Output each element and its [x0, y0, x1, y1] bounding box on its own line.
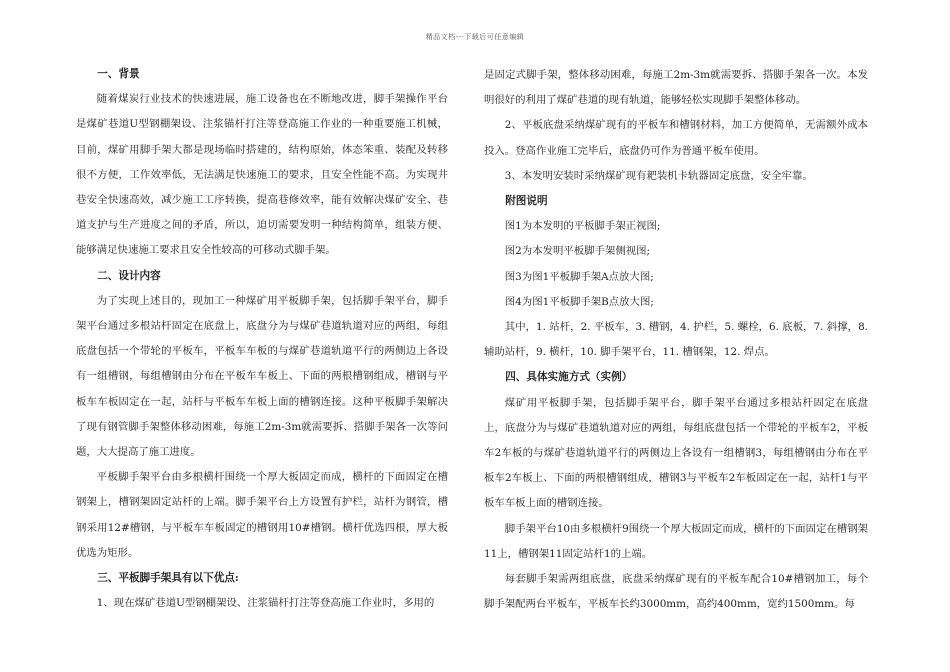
embodiment-paragraph-2: 脚手架平台10由多根横杆9围绕一个厚大板固定而成，横杆的下面固定在槽钢架11上，槽钢架11固定站杆1的上端。 — [484, 522, 868, 560]
advantage-paragraph-3: 3、本发明安装时采纳煤矿现有耙装机卡轨器固定底盘，安全牢靠。 — [504, 169, 813, 182]
section-heading-figures: 附图说明 — [505, 195, 548, 208]
page-header: 精品文档---下载后可任意编辑 — [425, 33, 525, 41]
background-paragraph: 随着煤炭行业技术的快速进展，施工设备也在不断地改进，脚手架操作平台是煤矿巷道U型钢棚架设、注浆锚杆打注等登高施工作业的一种重要施工机械，目前，煤矿用脚手架大都是现场临时搭建的，结构原始，体态笨重、装配及转移很不方便，工作效率低，无法满足快速施工的要求，且安全性能不高。为实现井巷安全快速高效，减少施工工序转换，提高巷修效率，能有效解决煤矿安全、巷道支护与生产进度之间的矛盾，所以，迫切需要发明一种结构简单，组装方便、能够满足快速施工要求且安全性较高的可移动式脚手架。 — [76, 93, 448, 257]
section-heading-advantages: 三、平板脚手架具有以下优点: — [97, 572, 239, 585]
design-paragraph-1: 为了实现上述目的，现加工一种煤矿用平板脚手架，包括脚手架平台，脚手架平台通过多根站杆固定在底盘上，底盘分为与煤矿巷道轨道对应的两组，每组底盘包括一个带轮的平板车，平板车车板的与煤矿巷道轨道平行的两侧边上各设有一组槽钢，每组槽钢由分布在平板车车板上、下面的两根槽钢组成，槽钢与平板车车板固定在一起，站杆与平板车车板上面的槽钢连接。这种平板脚手架解决了现有钢管脚手架整体移动困难，每施工2m-3m就需要拆、搭脚手架各一次等问题，大大提高了施工进度。 — [76, 294, 448, 459]
embodiment-paragraph-3: 每套脚手架需两组底盘，底盘采纳煤矿现有的平板车配合10#槽钢加工，每个脚手架配两台平板车，平板车长约3000mm，高约400mm，宽约1500mm。每 — [484, 573, 868, 611]
figure-caption-4: 图4为图1平板脚手架B点放大图; — [504, 295, 654, 308]
advantage-paragraph-2: 2、平板底盘采纳煤矿现有的平板车和槽钢材料，加工方便简单，无需额外成本投入。登高作业施工完毕后，底盘仍可作为普通平板车使用。 — [484, 119, 868, 157]
design-paragraph-2: 平板脚手架平台由多根横杆围绕一个厚大板固定而成，横杆的下面固定在槽钢架上，槽钢架固定站杆的上端。脚手架平台上方设置有护栏，站杆为钢管，槽钢采用12#槽钢，与平板车车板固定的槽钢用10#槽钢。横杆优选四根，厚大板优选为矩形。 — [76, 471, 448, 559]
figure-caption-1: 图1为本发明的平板脚手架正视图; — [504, 220, 661, 233]
figure-caption-2: 图2为本发明平板脚手架侧视图; — [504, 245, 650, 258]
section-heading-design: 二、设计内容 — [97, 269, 161, 282]
left-column — [76, 62, 448, 616]
advantage-paragraph-1-continued: 是固定式脚手架，整体移动困难，每施工2m-3m就需要拆、搭脚手架各一次。本发明很好的利用了煤矿巷道的现有轨道，能够轻松实现脚手架整体移动。 — [484, 69, 868, 107]
parts-list: 其中，1. 站杆，2. 平板车，3. 槽钢，4. 护栏，5. 螺栓，6. 底板，7. 斜撑，8. 辅助站杆，9. 横杆，10. 脚手架平台，11. 槽钢架，12. 焊点。 — [484, 321, 868, 359]
section-heading-background: 一、背景 — [97, 68, 140, 80]
advantage-paragraph-1: 1、现在煤矿巷道U型钢棚架设、注浆锚杆打注等登高施工作业时，多用的 — [96, 597, 435, 610]
right-column — [484, 63, 868, 617]
embodiment-paragraph-1: 煤矿用平板脚手架，包括脚手架平台，脚手架平台通过多根站杆固定在底盘上，底盘分为与煤矿巷道轨道对应的两组，每组底盘包括一个带轮的平板车2，平板车2车板的与煤矿巷道轨道平行的两侧边上各设有一组槽钢3，每组槽钢由分布在平板车2车板上、下面的两根槽钢组成，槽钢3与平板车2车板固定在一起，站杆1与平板车车板上面的槽钢连接。 — [484, 396, 868, 510]
figure-caption-3: 图3为图1平板脚手架A点放大图; — [504, 270, 654, 283]
section-heading-embodiment: 四、具体实施方式（实例） — [505, 371, 633, 384]
